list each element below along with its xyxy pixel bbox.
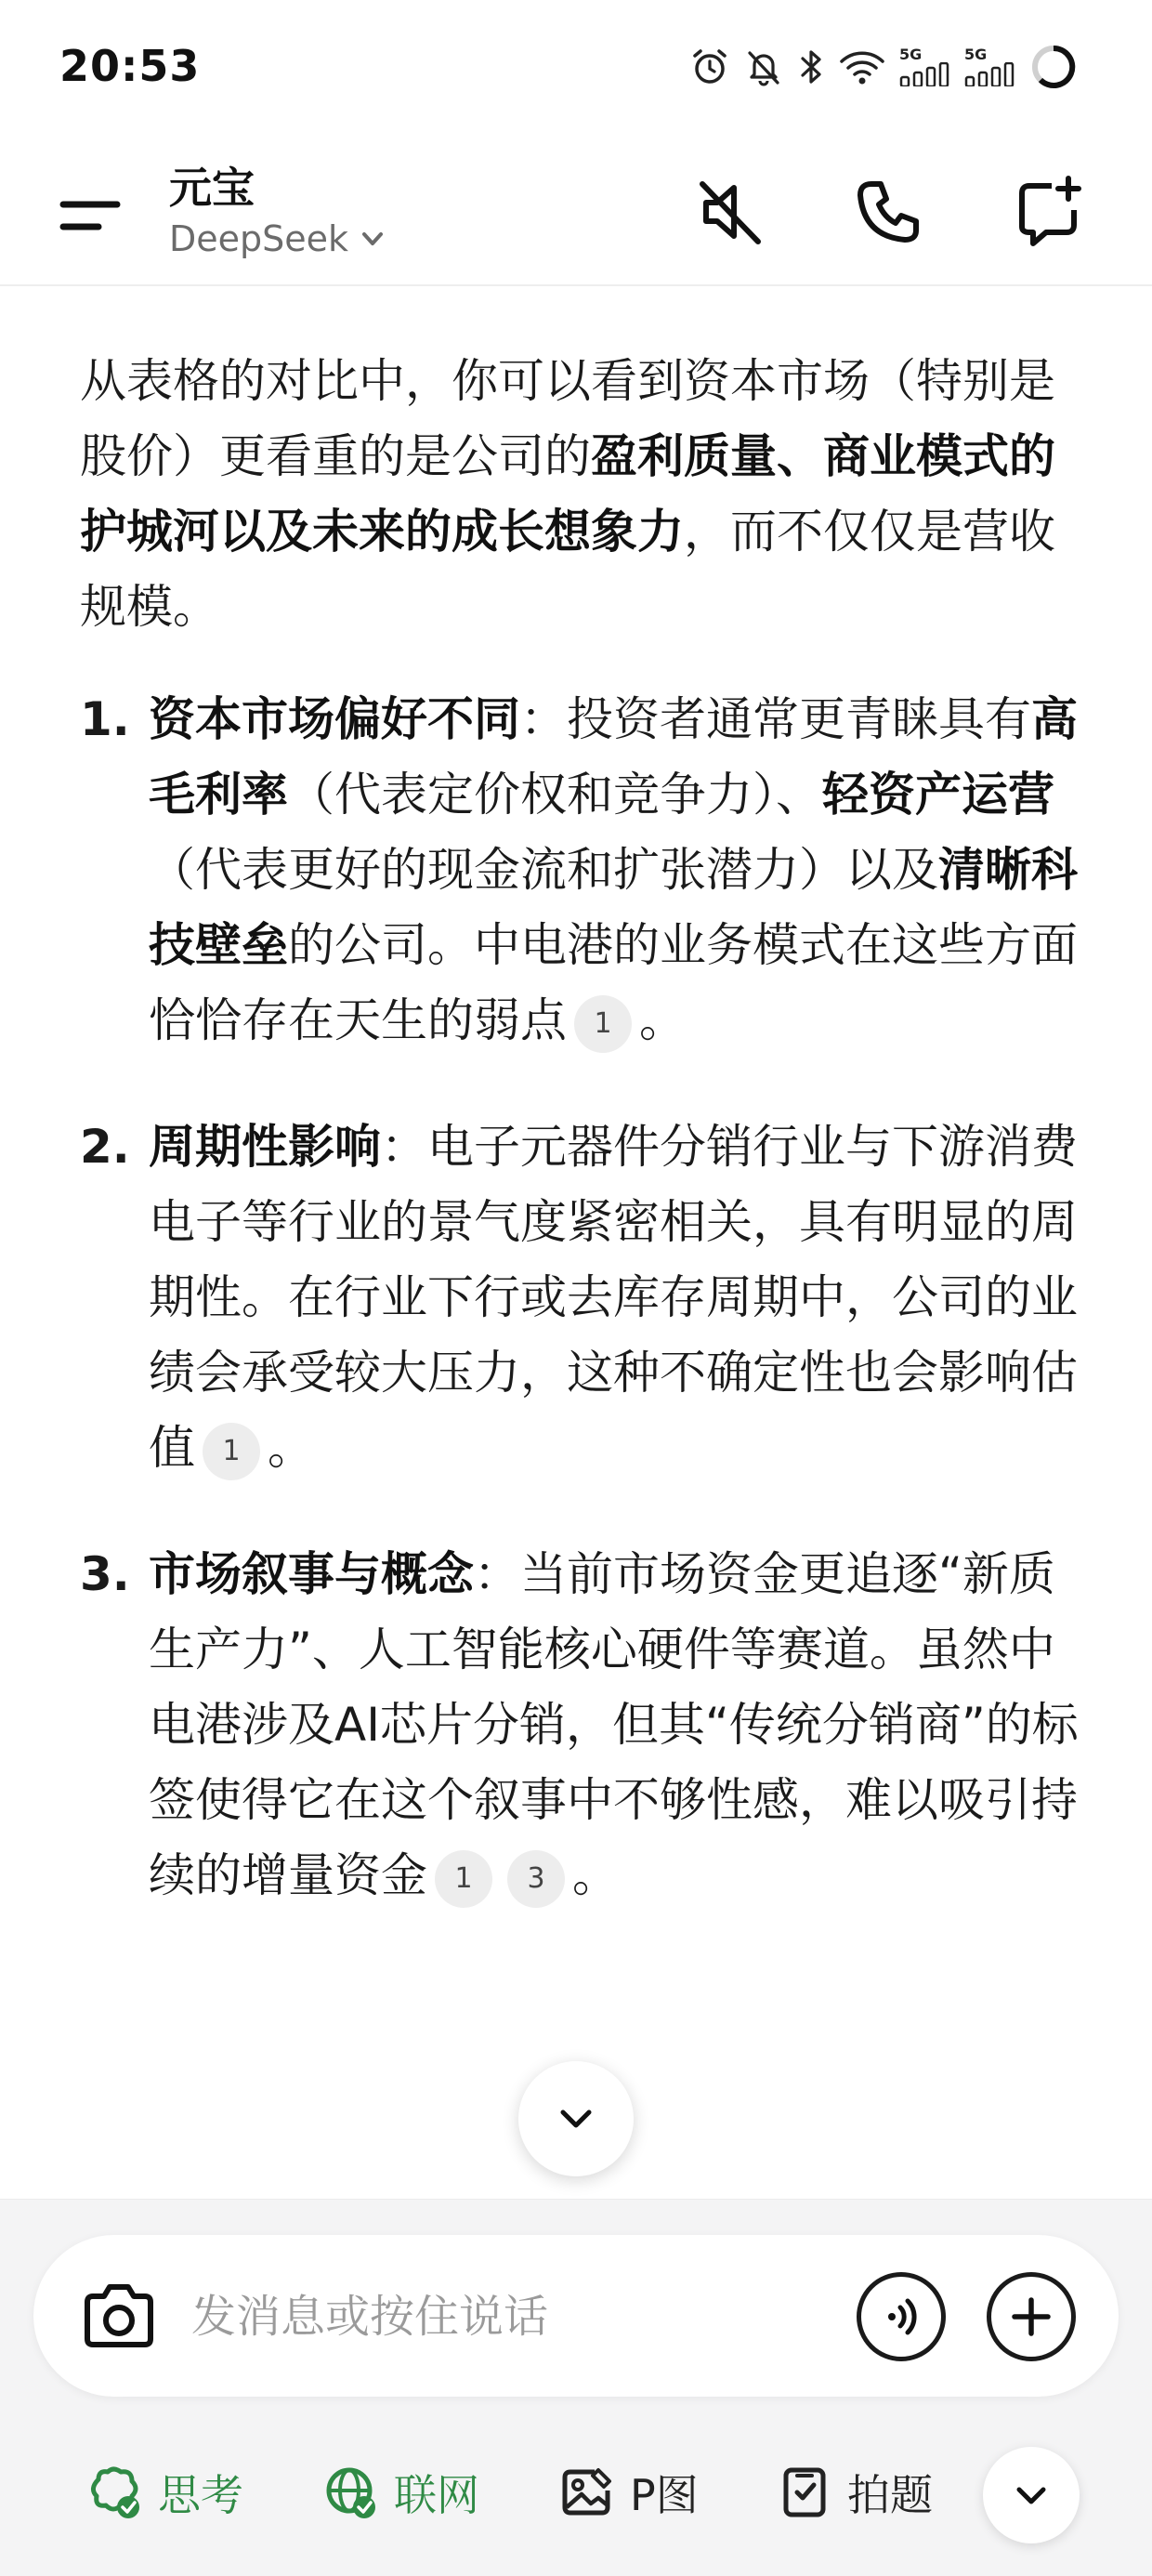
item-text: （代表定价权和竞争力）、: [288, 768, 822, 821]
composer-area: [0, 2199, 1152, 2576]
voice-icon: [875, 2291, 927, 2343]
phone-icon: [851, 175, 925, 249]
reference-badge[interactable]: 1: [574, 995, 632, 1053]
message-composer: [33, 2235, 1119, 2397]
wifi-icon: [838, 46, 886, 87]
menu-button[interactable]: [52, 177, 130, 255]
bluetooth-icon: [797, 46, 825, 87]
photo-question-button[interactable]: [775, 2451, 933, 2534]
item-heading: 资本市场偏好不同: [149, 692, 520, 746]
photo-label: 拍题: [847, 2470, 933, 2520]
globe-icon: [321, 2463, 381, 2522]
item-text: ：当前市场资金更追逐“新质生产力”、人工智能核心硬件等赛道。虽然中电港涉及AI芯片分销，但其“传统分销商”的标签使得它在这个叙事中不够性感，难以吸引持续的增量资金: [149, 1547, 1079, 1902]
signal-label-2: 5G: [964, 46, 988, 63]
battery-icon: [1029, 43, 1078, 91]
image-edit-icon: [557, 2463, 617, 2522]
pimage-label: P图: [630, 2470, 699, 2520]
item-text: ：投资者通常更青睐具有: [520, 692, 1031, 746]
menu-icon: [52, 177, 130, 255]
think-icon: [85, 2463, 145, 2522]
signal-strength-icon-2: [964, 47, 1016, 86]
item-text: （代表更好的现金流和扩张潜力）以及: [149, 843, 938, 897]
model-selector[interactable]: [169, 216, 386, 262]
list-item: [80, 1110, 1083, 1486]
item-text: 。: [268, 1421, 314, 1475]
speaker-mute-icon: [693, 175, 767, 249]
reference-badge[interactable]: 1: [203, 1423, 260, 1480]
item-text: 。: [639, 993, 686, 1047]
list-number: 3.: [80, 1547, 130, 1601]
call-button[interactable]: [844, 167, 933, 256]
item-text: 的公司。中电港的业务模式在这些方面恰恰存在天生的弱点: [149, 918, 1078, 1047]
chevron-down-icon: [1011, 2475, 1052, 2516]
scroll-to-bottom-button[interactable]: [518, 2061, 634, 2176]
item-heading: 市场叙事与概念: [149, 1547, 474, 1601]
list-item: [80, 1537, 1083, 1913]
item-bold: 轻资产运营: [822, 768, 1054, 821]
alarm-icon: [689, 46, 730, 87]
title-block[interactable]: [169, 160, 386, 262]
item-text: 。: [572, 1848, 619, 1902]
signal-strength-icon-1: [899, 47, 951, 86]
photo-question-icon: [775, 2463, 834, 2522]
item-bold: 清晰科技壁垒: [149, 843, 1078, 972]
app-title: 元宝: [169, 163, 255, 213]
new-chat-button[interactable]: [1005, 167, 1094, 256]
voice-button[interactable]: [857, 2272, 946, 2361]
think-label: 思考: [158, 2470, 243, 2520]
status-bar: [0, 0, 1152, 139]
list-number: 2.: [80, 1120, 130, 1174]
notifications-off-icon: [743, 46, 784, 87]
status-time: 20:53: [59, 41, 201, 91]
mute-button[interactable]: [686, 167, 775, 256]
chevron-down-icon: [360, 226, 386, 252]
item-text: ：电子元器件分销行业与下游消费电子等行业的景气度紧密相关，具有明显的周期性。在行业下行或去库存周期中，公司的业绩会承受较大压力，这种不确定性也会影响估值: [149, 1120, 1078, 1475]
camera-icon: [76, 2274, 162, 2359]
reference-badge[interactable]: 3: [507, 1850, 565, 1908]
list-item: [80, 682, 1083, 1058]
plus-icon: [1007, 2293, 1055, 2341]
camera-button[interactable]: [74, 2272, 164, 2361]
intro-text-1: 从表格的对比中，你可以看到资本市场（特别是股价）更看重的是公司的: [80, 354, 1055, 483]
item-bold: 高毛利率: [149, 692, 1078, 821]
signal-label-1: 5G: [899, 46, 923, 63]
web-search-toggle[interactable]: [321, 2451, 479, 2534]
model-name: DeepSeek: [169, 218, 349, 259]
reference-badge[interactable]: 1: [435, 1850, 492, 1908]
expand-toolbar-button[interactable]: [983, 2447, 1080, 2543]
item-heading: 周期性影响: [149, 1120, 381, 1174]
message-input[interactable]: [191, 2281, 749, 2352]
list-number: 1.: [80, 692, 130, 746]
new-chat-icon: [1011, 173, 1089, 251]
status-icons: [689, 41, 1078, 93]
web-label: 联网: [394, 2470, 479, 2520]
image-edit-button[interactable]: [557, 2451, 699, 2534]
app-header: [0, 139, 1152, 286]
think-toggle[interactable]: [85, 2451, 243, 2534]
intro-text-2: ，而不仅仅是营收规模。: [80, 505, 1055, 634]
intro-bold: 盈利质量、商业模式的护城河以及未来的成长想象力: [80, 429, 1055, 559]
message-intro: [80, 344, 1083, 645]
chevron-down-icon: [554, 2096, 598, 2141]
feature-toolbar: [0, 2441, 1152, 2543]
add-attachment-button[interactable]: [987, 2272, 1076, 2361]
assistant-message: [80, 344, 1083, 1965]
